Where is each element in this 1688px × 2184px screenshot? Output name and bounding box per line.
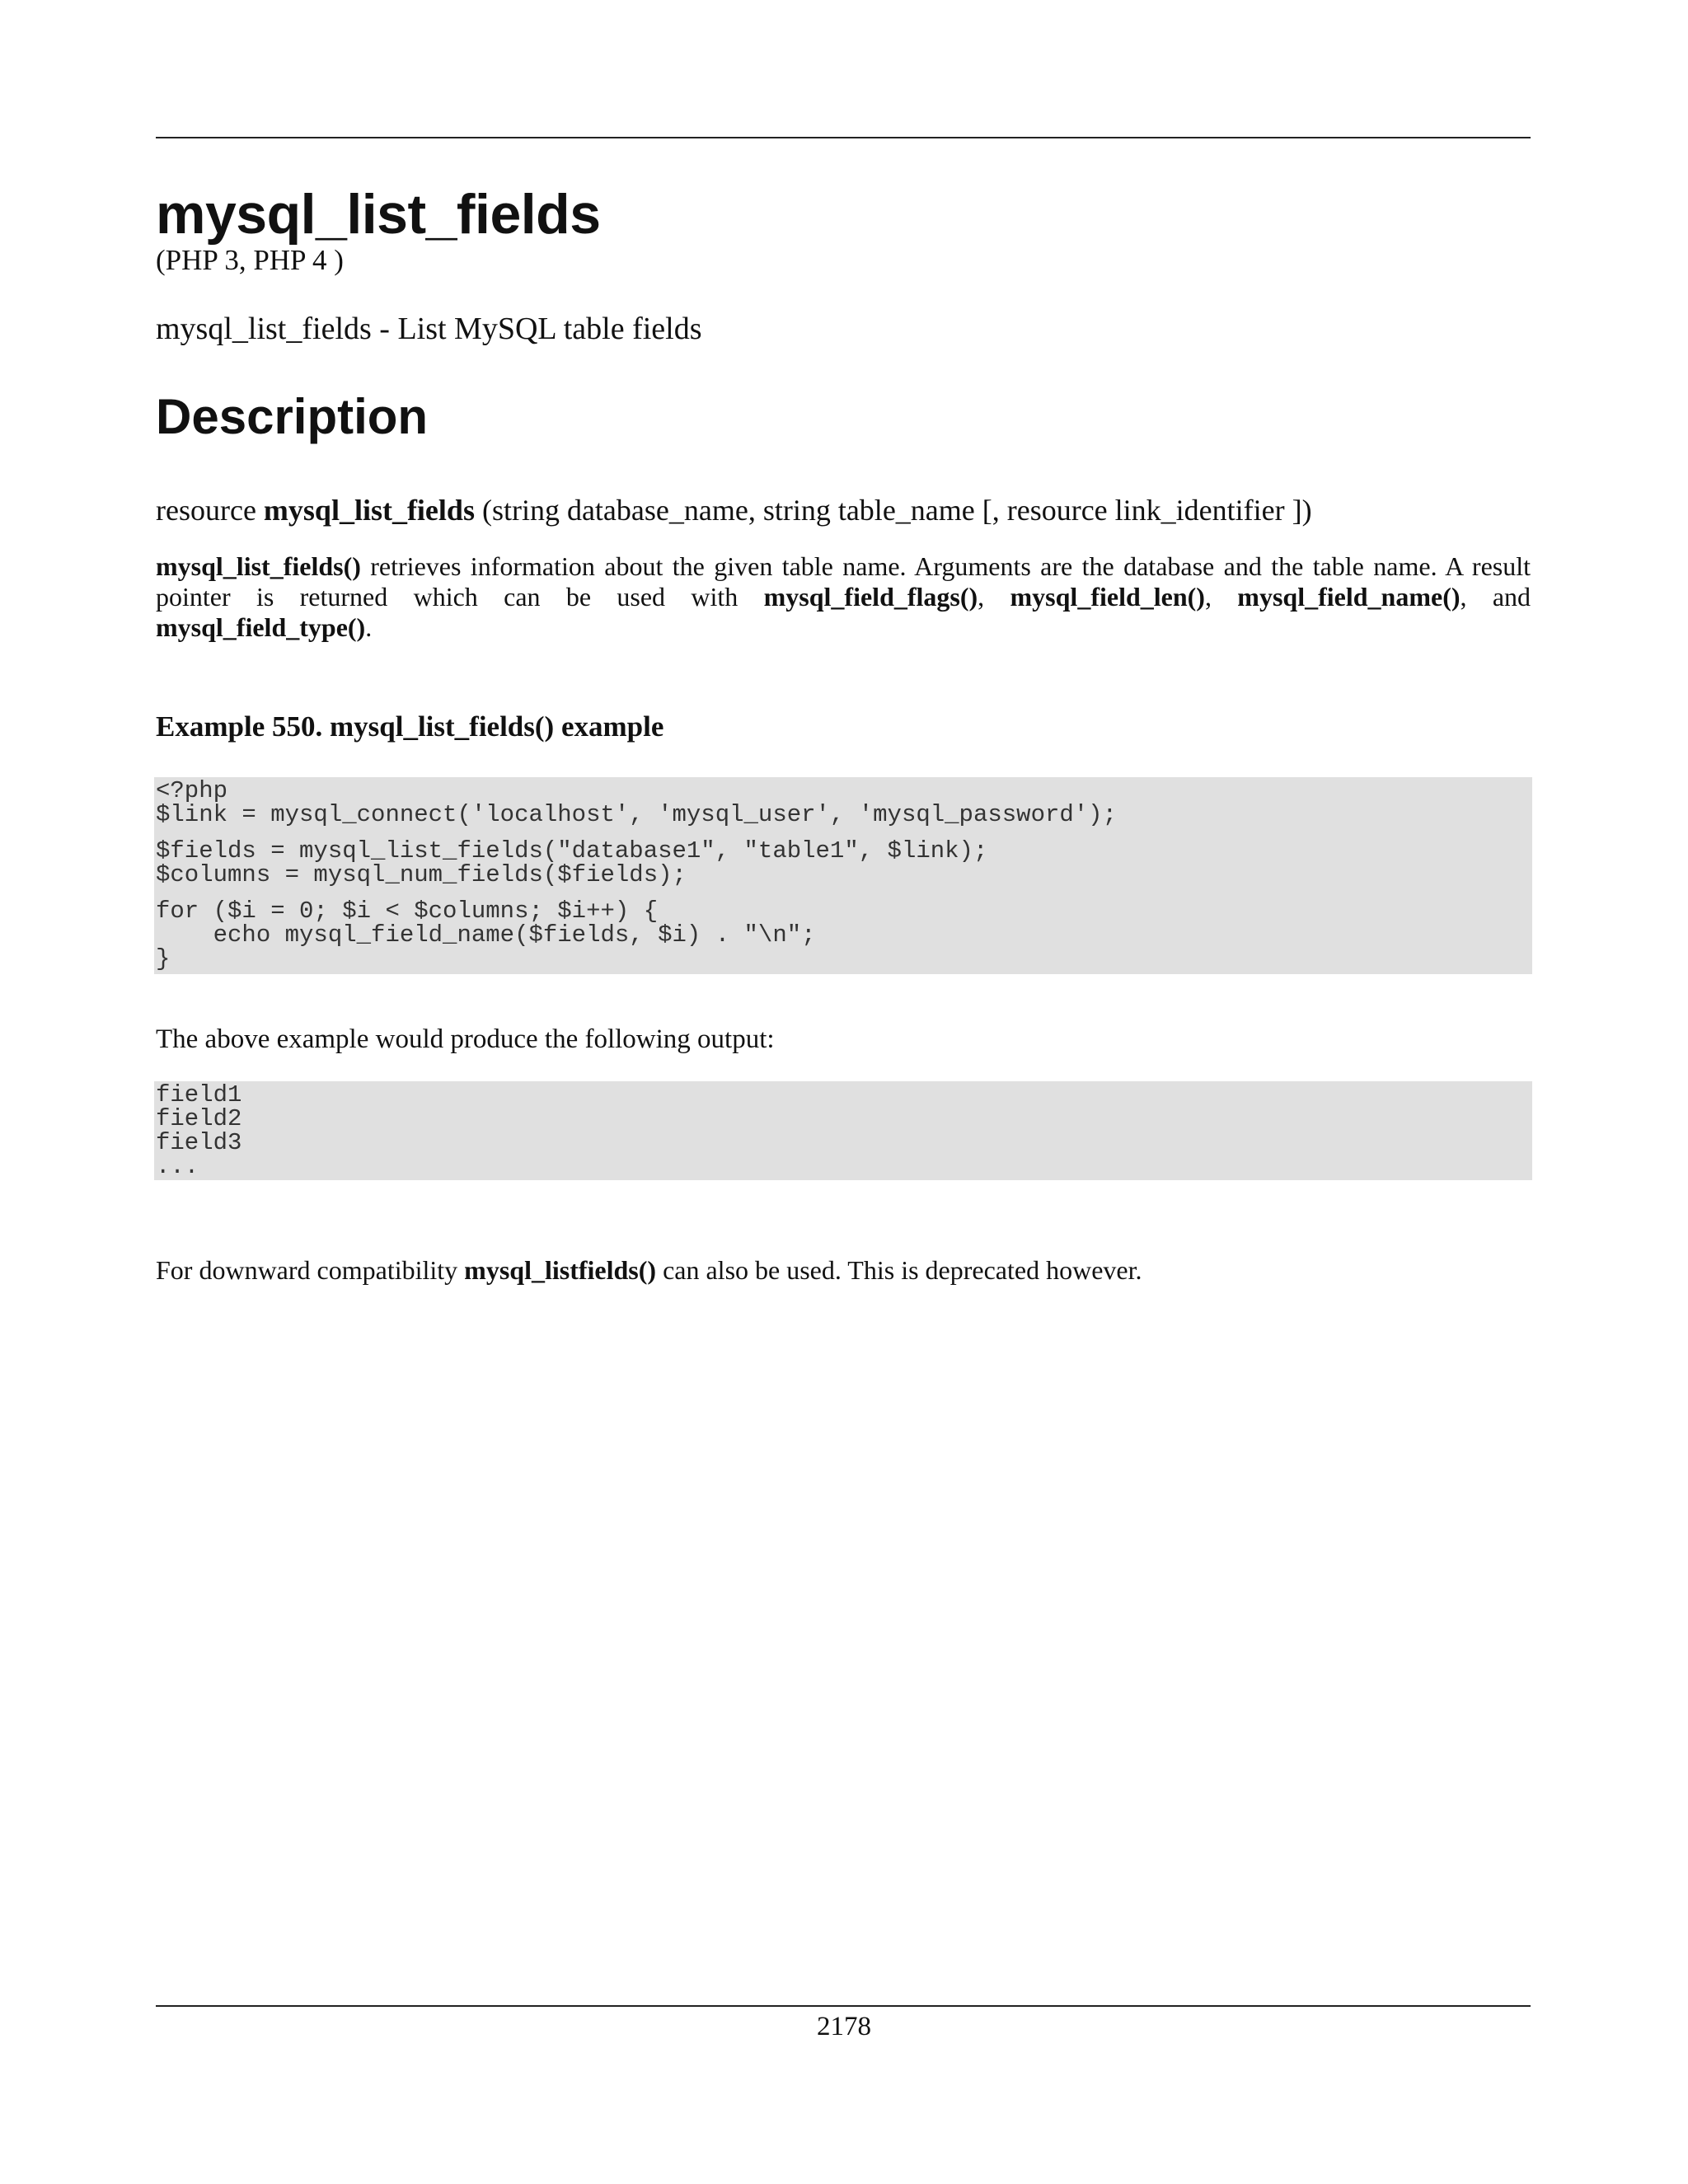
synopsis-function-name: mysql_list_fields (263, 493, 475, 527)
note-text: can also be used. This is deprecated however. (656, 1254, 1142, 1285)
ref-mysql-field-len: mysql_field_len() (1010, 582, 1205, 612)
note-text: For downward compatibility (156, 1254, 465, 1285)
synopsis-return-type: resource (156, 493, 256, 527)
example-code-block (154, 777, 1532, 974)
note-function: mysql_listfields() (464, 1254, 657, 1285)
ref-mysql-field-name: mysql_field_name() (1237, 582, 1461, 612)
para-function: mysql_list_fields() (156, 551, 361, 582)
code-segment: <?php $link = mysql_connect('localhost', 'mysql_user', 'mysql_password'); (156, 777, 1117, 829)
para-separator: , and (1460, 582, 1531, 612)
para-separator: , (978, 582, 1010, 612)
code-segment: $fields = mysql_list_fields("database1", "table1", $link); $columns = mysql_num_fields($fields); (156, 837, 988, 889)
synopsis-params: (string database_name, string table_name [, resource link_identifier ]) (481, 493, 1312, 527)
compatibility-note (156, 1254, 1531, 1286)
php-versions: (PHP 3, PHP 4 ) (156, 244, 344, 276)
para-end: . (365, 612, 373, 643)
description-paragraph (156, 551, 1531, 643)
example-output-block: field1 field2 field3 ... (154, 1081, 1532, 1180)
page-number: 2178 (817, 2012, 871, 2041)
function-purpose: mysql_list_fields - List MySQL table fields (156, 312, 702, 347)
para-text: retrieves information about the given table name. Arguments are the database and the table name. A result pointer is returned which can be used with (156, 551, 1531, 612)
example-title: Example 550. mysql_list_fields() example (156, 710, 664, 743)
ref-mysql-field-flags: mysql_field_flags() (763, 582, 978, 612)
page-content (156, 183, 1531, 1286)
para-separator: , (1204, 582, 1238, 612)
footer-rule (156, 2005, 1531, 2007)
function-title: mysql_list_fields (156, 183, 601, 246)
header-rule (156, 137, 1531, 138)
ref-mysql-field-type: mysql_field_type() (156, 612, 366, 643)
code-segment: for ($i = 0; $i < $columns; $i++) { echo mysql_field_name($fields, $i) . "\n"; } (156, 898, 816, 973)
output-intro: The above example would produce the following output: (156, 1024, 775, 1055)
description-heading: Description (156, 388, 429, 444)
function-synopsis (156, 493, 1531, 528)
